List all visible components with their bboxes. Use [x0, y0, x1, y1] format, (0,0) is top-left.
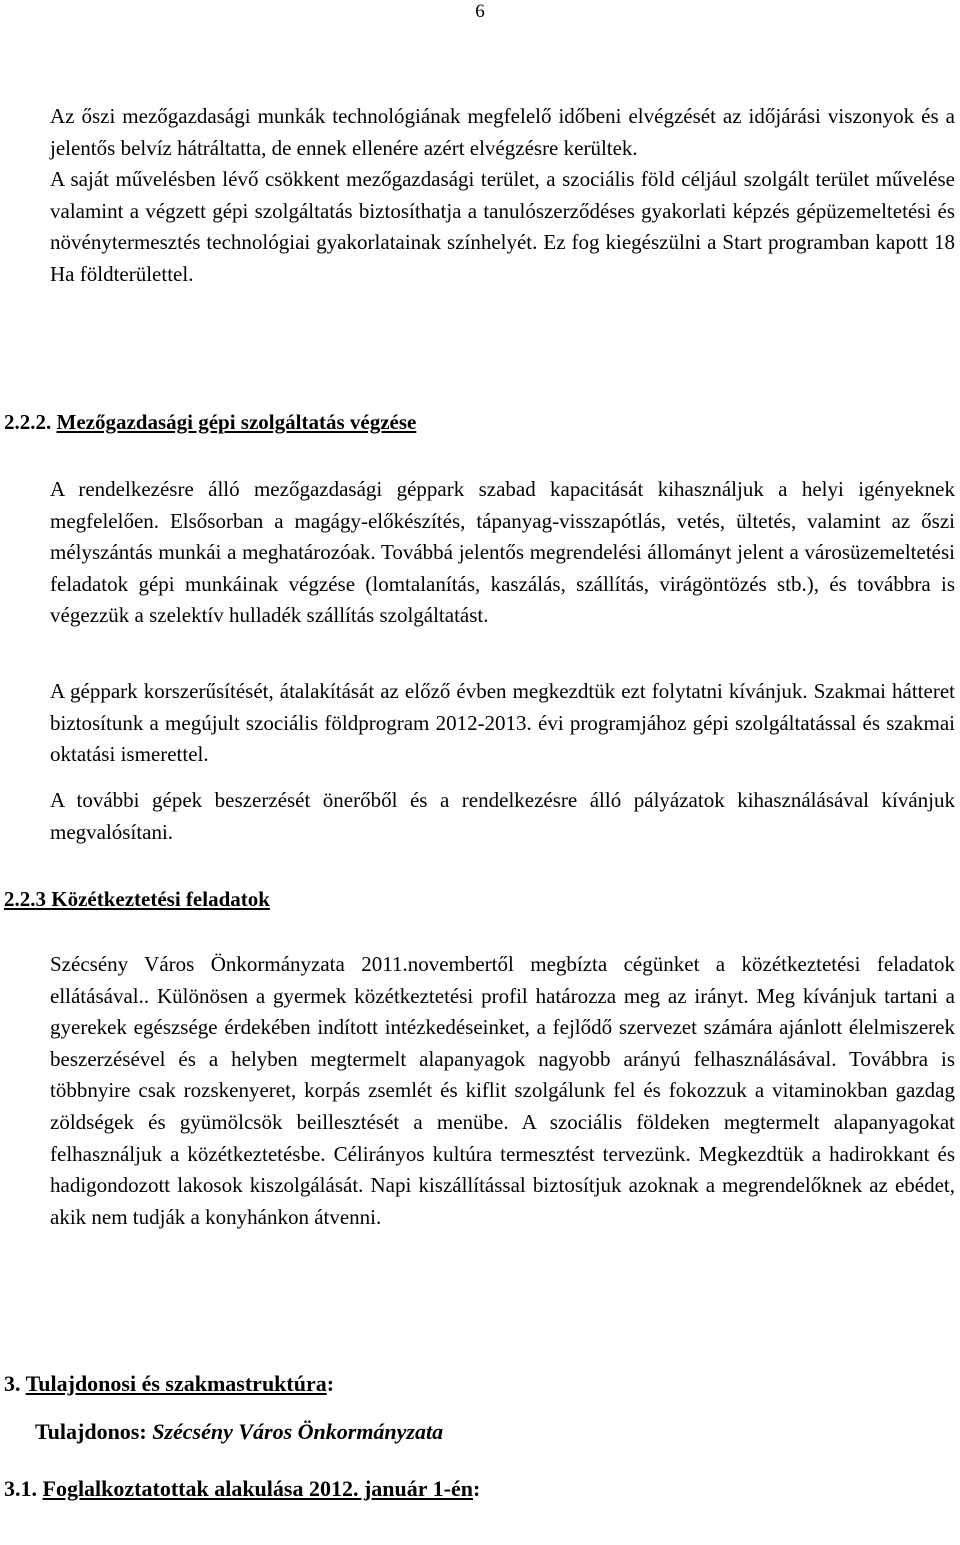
paragraph-own-land: A saját művelésben lévő csökkent mezőgazdasági terület, a szociális föld céljául szolgált terület művelése valamint a végzett gépi szolgáltatás biztosíthatja a tanulószerződéses gyakorlati képzés gépüzemeltetési és növénytermesztés technológiai gyakorlatainak színhelyét. Ez fog kiegészülni a Start programban kapott 18 Ha földterülettel. [50, 167, 955, 286]
heading-2-2-2-number: 2.2.2. [4, 410, 52, 434]
heading-3-1-number: 3.1. [4, 1476, 37, 1501]
intro-section [50, 101, 955, 291]
owner-line [35, 1416, 443, 1448]
owner-label: Tulajdonos: [35, 1419, 147, 1444]
page-number: 6 [475, 1, 485, 22]
heading-3-title: Tulajdonosi és szakmastruktúra [25, 1371, 327, 1396]
heading-3-number: 3. [4, 1371, 21, 1396]
heading-3-1-title: Foglalkoztatottak alakulása 2012. január 1-én [42, 1476, 473, 1501]
paragraph-intro: Az őszi mezőgazdasági munkák technológiának megfelelő időbeni elvégzését az időjárási viszonyok és a jelentős belvíz hátráltatta, de ennek ellenére azért elvégzésre kerültek. [50, 104, 955, 160]
heading-2-2-2-title: Mezőgazdasági gépi szolgáltatás végzése [56, 410, 417, 434]
heading-3-1 [4, 1473, 480, 1504]
paragraph-machinery-2: A géppark korszerűsítését, átalakítását az előző évben megkezdtük ezt folytatni kívánjuk. Szakmai hátteret biztosítunk a megújult szociális földprogram 2012-2013. évi programjához gépi szolgáltatással és szakmai oktatási ismerettel. [50, 679, 955, 767]
heading-2-2-2 [4, 407, 416, 438]
heading-2-2-3: 2.2.3 Közétkeztetési feladatok [4, 887, 270, 911]
paragraph-catering: Szécsény Város Önkormányzata 2011.novembertől megbízta cégünket a közétkeztetési feladatok ellátásával.. Különösen a gyermek közétkeztetési profil határozza meg az irányt. Meg kívánjuk tartani a gyerekek egészsége érdekében indított intézkedéseinket, a fejlődő szervezet számára ajánlott élelmiszerek beszerzésével és a helyben megtermelt alapanyagok nagyobb arányú felhasználásával. Továbbra is többnyire csak rozskenyeret, korpás zsemlét és kiflit szolgálunk fel és fokozzuk a vitaminokban gazdag zöldségek és gyümölcsök beillesztését a menübe. A szociális földeken megtermelt alapanyagokat felhasználjuk a közétkeztetésbe. Célirányos kultúra termesztést tervezünk. Megkezdtük a hadirokkant és hadigondozott lakosok kiszolgálását. Napi kiszállítással biztosítjuk azoknak a megrendelőknek az ebédet, akik nem tudják a konyhánkon átvenni. [50, 952, 955, 1229]
heading-3 [4, 1368, 334, 1399]
owner-value: Szécsény Város Önkormányzata [152, 1419, 444, 1444]
paragraph-machinery-3: A további gépek beszerzését önerőből és a rendelkezésre álló pályázatok kihasználásával kívánjuk megvalósítani. [50, 788, 955, 844]
heading-3-colon: : [326, 1371, 335, 1396]
heading-3-1-colon: : [472, 1476, 481, 1501]
paragraph-machinery-1: A rendelkezésre álló mezőgazdasági géppark szabad kapacitását kihasználjuk a helyi igényeknek megfelelően. Elsősorban a magágy-előkészítés, tápanyag-visszapótlás, vetés, ültetés, valamint az őszi mélyszántás munkái a meghatározóak. Továbbá jelentős megrendelési állományt jelent a városüzemeltetési feladatok gépi munkáinak végzése (lomtalanítás, kaszálás, szállítás, virágöntözés stb.), és továbbra is végezzük a szelektív hulladék szállítás szolgáltatást. [50, 477, 955, 628]
